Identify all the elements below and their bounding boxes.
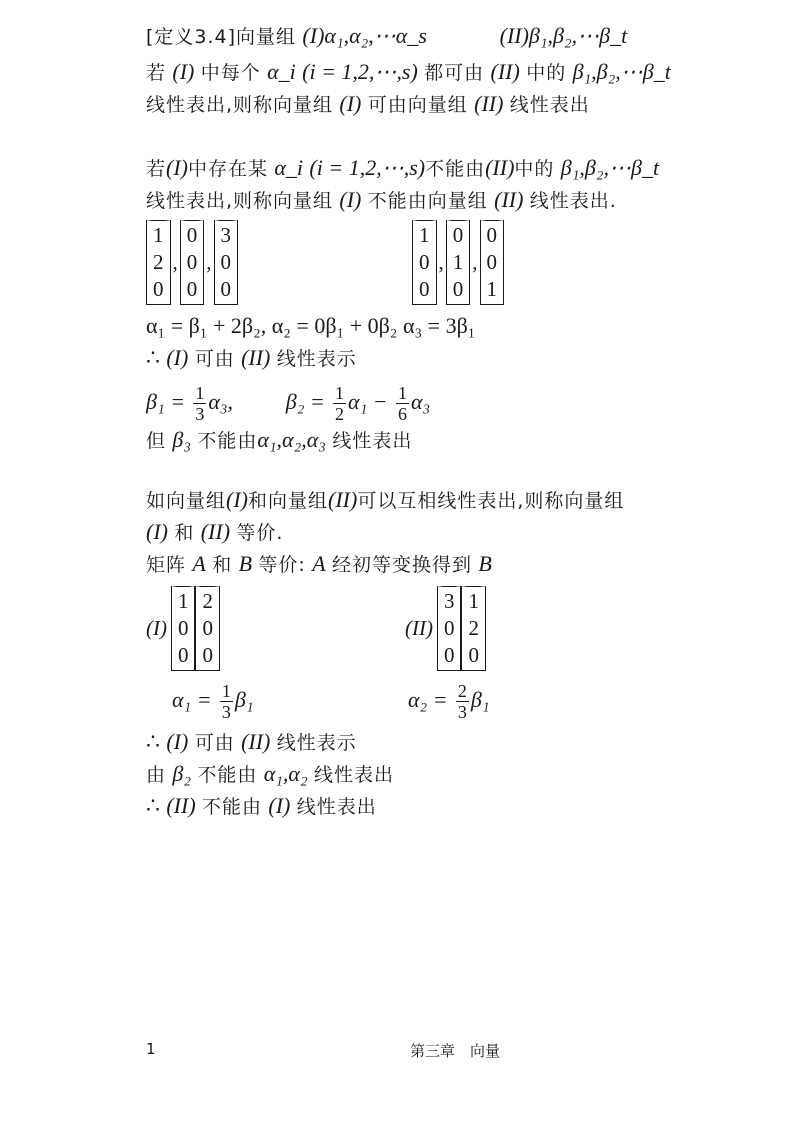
numerator: 2 [457, 681, 467, 701]
symbol: A [312, 551, 326, 576]
symbol: (II) [166, 793, 196, 818]
example2-conclusion2 [146, 760, 394, 789]
text: 若 [146, 62, 167, 84]
entry: 0 [202, 643, 213, 667]
text: 不能由 [425, 158, 486, 180]
entry: 0 [186, 250, 198, 274]
vector [146, 220, 171, 305]
symbol: α_i [267, 59, 296, 84]
text: 可由向量组 [367, 94, 468, 116]
para1-line2 [146, 90, 590, 119]
example1-beta-line [146, 380, 430, 424]
entry: 1 [452, 250, 464, 274]
numerator: 1 [397, 383, 407, 403]
symbol: (II) [490, 59, 520, 84]
text: 都可由 [424, 62, 485, 84]
equation: α₁ − [348, 389, 388, 414]
chapter-title: 第三章 向量 [410, 1042, 501, 1060]
group2: (II)β₁,β₂,⋯β_t [499, 23, 628, 48]
symbol: (i = 1,2,⋯,s) [309, 155, 426, 180]
symbol: α₁,α₂,α₃ [257, 427, 326, 452]
group-label: (I) [146, 616, 167, 640]
entry: 0 [486, 223, 497, 247]
text: 等价: [258, 554, 306, 576]
text: 线性表示 [276, 348, 357, 370]
entry: 0 [443, 643, 455, 667]
symbol: β₁,β₂,⋯β_t [572, 59, 671, 84]
symbol: (I) [166, 155, 188, 180]
entry: 3 [443, 589, 455, 613]
entry: 1 [153, 223, 164, 247]
example2-eq-right [408, 678, 490, 722]
entry: 0 [419, 250, 430, 274]
vector [480, 220, 505, 305]
example1-conclusion [146, 344, 357, 373]
example1-eq [146, 312, 475, 340]
equation: β₁ [234, 687, 254, 712]
symbol: (I) [268, 793, 291, 818]
entry: 2 [468, 616, 479, 640]
equation: β₂ = [285, 389, 325, 414]
symbol: (II) [241, 345, 271, 370]
entry: 0 [452, 223, 464, 247]
numerator: 1 [195, 383, 205, 403]
vector [180, 220, 205, 305]
symbol: B [478, 551, 492, 576]
therefore-symbol: ∴ [146, 729, 160, 754]
text: 但 [146, 430, 167, 452]
text: 线性表示 [276, 732, 357, 754]
vector [214, 220, 239, 305]
entry: 0 [177, 643, 189, 667]
vector [171, 586, 196, 671]
text: 和 [174, 522, 195, 544]
therefore-symbol: ∴ [146, 345, 160, 370]
page-number: 1 [146, 1040, 156, 1058]
symbol: (II) [241, 729, 271, 754]
text: 中存在某 [188, 158, 269, 180]
entry: 1 [419, 223, 430, 247]
fraction [396, 383, 409, 424]
entry: 0 [486, 250, 497, 274]
symbol: (i = 1,2,⋯,s) [302, 59, 418, 84]
example2-eq-left [172, 678, 254, 722]
text: 等价. [236, 522, 284, 544]
fraction [193, 383, 206, 424]
definition-text: 向量组 [236, 26, 297, 48]
entry: 0 [177, 616, 189, 640]
entry: 0 [202, 616, 213, 640]
symbol: (II) [474, 91, 504, 116]
text: 线性表出 [296, 796, 377, 818]
text: 可以互相线性表出,则称向量组 [357, 490, 625, 512]
denominator: 6 [397, 404, 407, 424]
entry: 0 [468, 643, 479, 667]
entry: 0 [220, 277, 231, 301]
text: 可由 [194, 732, 235, 754]
symbol: (II) [328, 487, 358, 512]
equation: α₁ = [172, 687, 212, 712]
equation: β₁ [470, 687, 490, 712]
text: 经初等变换得到 [331, 554, 472, 576]
group-label: (II) [405, 616, 433, 640]
text: 不能由 [202, 796, 263, 818]
symbol: A [192, 551, 206, 576]
text: 由 [146, 764, 167, 786]
example1-right-vectors: 1 0 0 , 0 1 0 , 0 0 1 [412, 220, 504, 305]
equation: α₃ [410, 389, 431, 414]
para2-line1 [146, 154, 659, 183]
para1-line1 [146, 58, 671, 87]
entry: 0 [186, 223, 198, 247]
text: 线性表出 [332, 430, 413, 452]
text: 若 [146, 158, 167, 180]
vector [412, 220, 437, 305]
text: 不能由 [197, 430, 258, 452]
symbol: (I) [172, 59, 195, 84]
entry: 0 [220, 250, 231, 274]
symbol: B [238, 551, 253, 576]
text: 不能由向量组 [367, 190, 488, 212]
therefore-symbol: ∴ [146, 793, 160, 818]
fraction [456, 681, 469, 722]
example2-left [146, 586, 220, 671]
entry: 2 [202, 589, 213, 613]
entry: 2 [153, 250, 164, 274]
equivalence-line2 [146, 518, 283, 547]
symbol: β₁,β₂,⋯β_t [560, 155, 660, 180]
symbol: α_i [274, 155, 304, 180]
para2-line2 [146, 186, 617, 215]
equivalence-line1 [146, 486, 624, 515]
equation: α₂ = [408, 687, 448, 712]
example2-conclusion1 [146, 728, 357, 757]
text: 线性表出 [509, 94, 590, 116]
numerator: 1 [221, 681, 231, 701]
text: 线性表出,则称向量组 [146, 94, 334, 116]
vector [437, 586, 462, 671]
definition-label: [定义3.4] [146, 26, 237, 48]
text: 线性表出 [313, 764, 394, 786]
symbol: (I) [146, 519, 168, 544]
entry: 0 [443, 616, 455, 640]
example2-conclusion3 [146, 792, 377, 821]
text: 中每个 [200, 62, 261, 84]
numerator: 1 [335, 383, 345, 403]
denominator: 2 [335, 404, 345, 424]
symbol: (I) [166, 729, 189, 754]
symbol: (II) [494, 187, 524, 212]
equation: β₁ = [146, 389, 185, 414]
symbol: α₁,α₂ [263, 761, 308, 786]
group1: (I)α₁,α₂,⋯α_s [302, 23, 427, 48]
symbol: (I) [166, 345, 189, 370]
text: 不能由 [197, 764, 258, 786]
symbol: β₂ [172, 761, 191, 786]
equation: α₃, [208, 389, 234, 414]
entry: 0 [153, 277, 164, 301]
example2-right [405, 586, 486, 671]
example1-left-vectors: 1 2 0 , 0 0 0 , 3 0 0 [146, 220, 238, 305]
text: 和 [212, 554, 233, 576]
symbol: (I) [339, 91, 362, 116]
entry: 1 [468, 589, 479, 613]
denominator: 3 [221, 702, 231, 722]
symbol: (II) [200, 519, 231, 544]
text: 可由 [194, 348, 235, 370]
vector [461, 586, 486, 671]
text: 如向量组 [146, 490, 227, 512]
text: 线性表出. [529, 190, 617, 212]
vector [446, 220, 471, 305]
denominator: 3 [195, 404, 205, 424]
text: 中的 [514, 158, 555, 180]
fraction [333, 383, 346, 424]
text: 线性表出,则称向量组 [146, 190, 334, 212]
definition-line [146, 22, 627, 51]
text: 矩阵 [146, 554, 187, 576]
denominator: 3 [457, 702, 467, 722]
matrix-equivalence-line [146, 550, 492, 579]
symbol: (I) [339, 187, 362, 212]
entry: 0 [452, 277, 464, 301]
example1-but-line [146, 426, 412, 455]
symbol: (II) [485, 155, 515, 180]
text: 中的 [526, 62, 567, 84]
entry: 1 [486, 277, 497, 301]
symbol: (I) [226, 487, 248, 512]
entry: 0 [186, 277, 198, 301]
entry: 0 [419, 277, 430, 301]
entry: 3 [220, 223, 231, 247]
entry: 1 [177, 589, 189, 613]
fraction [220, 681, 233, 722]
vector [195, 586, 220, 671]
equation: α₁ = β₁ + 2β₂, α₂ = 0β₁ + 0β₂ α₃ = 3β₁ [146, 313, 476, 338]
text: 和向量组 [248, 490, 329, 512]
symbol: β₃ [172, 427, 191, 452]
